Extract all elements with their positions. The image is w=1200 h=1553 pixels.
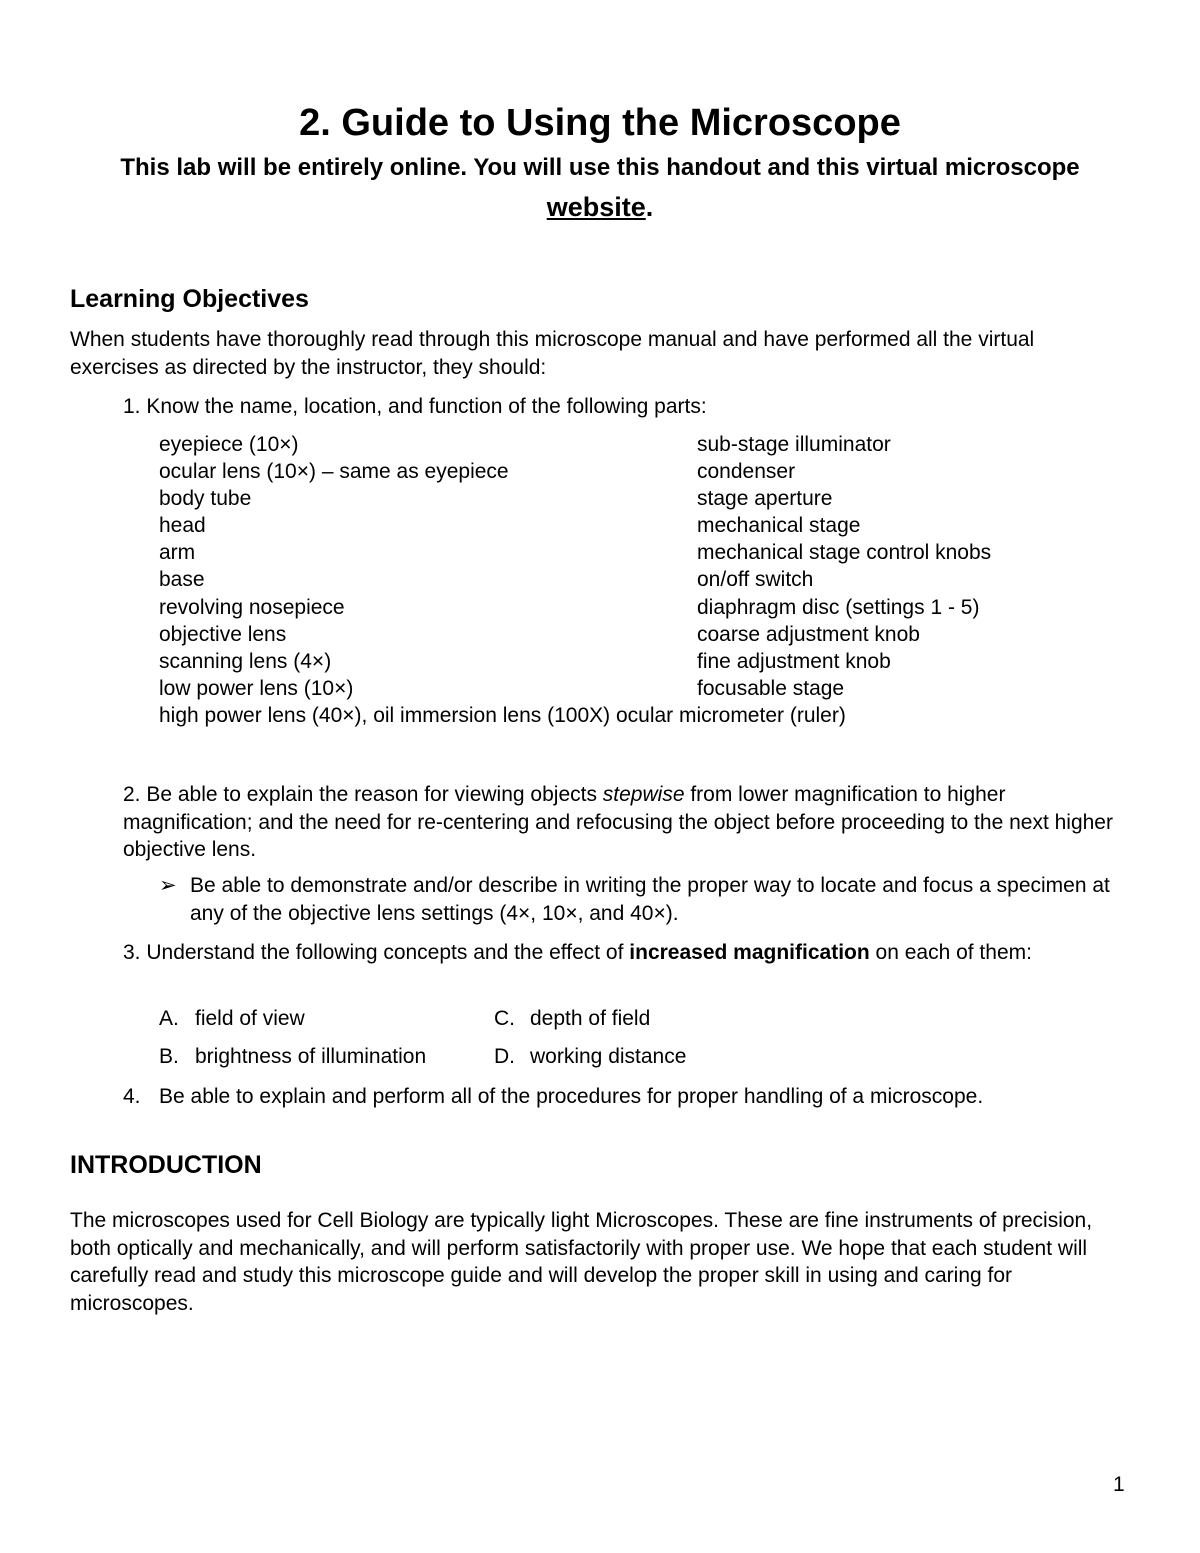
page-number: 1 xyxy=(1113,1473,1125,1496)
concept-item-a: A. field of view xyxy=(159,1007,305,1030)
part-item: condenser xyxy=(697,460,796,484)
objective-item-3 xyxy=(123,939,1113,967)
part-item: stage aperture xyxy=(697,487,833,511)
item2-text-end: from lower magnification to higher magnification; and the need for re-centering and refocusing the object before proceeding to the next higher objective lens. xyxy=(123,783,1113,861)
concept-item-c: C. depth of field xyxy=(494,1007,651,1030)
item3-text-end: on each of them: xyxy=(869,941,1032,964)
learning-objectives-heading: Learning Objectives xyxy=(70,285,309,313)
page-title: 2. Guide to Using the Microscope xyxy=(299,102,901,144)
part-item: low power lens (10×) xyxy=(159,676,354,700)
bullet-text: Be able to demonstrate and/or describe in writing the proper way to locate and focus a specimen at any of the objective lens settings (4×, 10×, and 40×). xyxy=(190,874,1110,925)
part-item: revolving nosepiece xyxy=(159,595,345,619)
part-item: fine adjustment knob xyxy=(697,649,891,673)
item3-text-start: 3. Understand the following concepts and the effect of xyxy=(123,941,630,964)
part-item: sub-stage illuminator xyxy=(697,433,891,456)
part-item: base xyxy=(159,568,205,592)
part-item: head xyxy=(159,514,206,538)
part-item: coarse adjustment knob xyxy=(697,622,920,646)
part-item: on/off switch xyxy=(697,568,814,592)
parts-column-right xyxy=(697,431,1117,702)
part-item: scanning lens (4×) xyxy=(159,649,332,673)
part-item: mechanical stage xyxy=(697,514,861,538)
concept-item-b: B. brightness of illumination xyxy=(159,1045,427,1068)
objective-item-1: 1. Know the name, location, and function of the following parts: xyxy=(123,395,707,418)
part-item: ocular lens (10×) – same as eyepiece xyxy=(159,460,509,484)
part-item-last: high power lens (40×), oil immersion lens (100X) ocular micrometer (ruler) xyxy=(159,704,846,727)
subtitle-link-line xyxy=(0,190,1200,224)
part-item: diaphragm disc (settings 1 - 5) xyxy=(697,595,980,619)
part-item: objective lens xyxy=(159,622,287,646)
part-item: focusable stage xyxy=(697,676,845,700)
item2-emphasis: stepwise xyxy=(602,783,685,806)
objectives-intro: When students have thoroughly read through this microscope manual and have performed all the virtual exercises as directed by the instructor, they should: xyxy=(70,328,1035,379)
objective-item-4: 4. Be able to explain and perform all of the procedures for proper handling of a microscope. xyxy=(123,1085,984,1108)
part-item: eyepiece (10×) xyxy=(159,433,299,456)
part-item: mechanical stage control knobs xyxy=(697,541,992,565)
subtitle-period: . xyxy=(645,192,654,222)
objective-item-2 xyxy=(123,781,1123,864)
introduction-body: The microscopes used for Cell Biology are typically light Microscopes. These are fine instruments of precision, both optically and mechanically, and will perform satisfactorily with proper use. We hope that each student will carefully read and study this microscope guide and will develop the proper skill in using and caring for microscopes. xyxy=(70,1209,1093,1315)
website-link[interactable]: website xyxy=(546,192,646,222)
item2-text-start: 2. Be able to explain the reason for viewing objects xyxy=(123,783,603,806)
part-item: arm xyxy=(159,541,196,565)
concept-item-d: D. working distance xyxy=(494,1045,687,1068)
parts-column-left xyxy=(159,431,679,702)
subtitle-line: This lab will be entirely online. You will use this handout and this virtual microscope xyxy=(120,154,1080,181)
item3-bold: increased magnification xyxy=(629,941,870,964)
arrow-bullet-icon: ➢ xyxy=(159,874,177,897)
introduction-heading: INTRODUCTION xyxy=(70,1151,262,1179)
part-item: body tube xyxy=(159,487,252,511)
